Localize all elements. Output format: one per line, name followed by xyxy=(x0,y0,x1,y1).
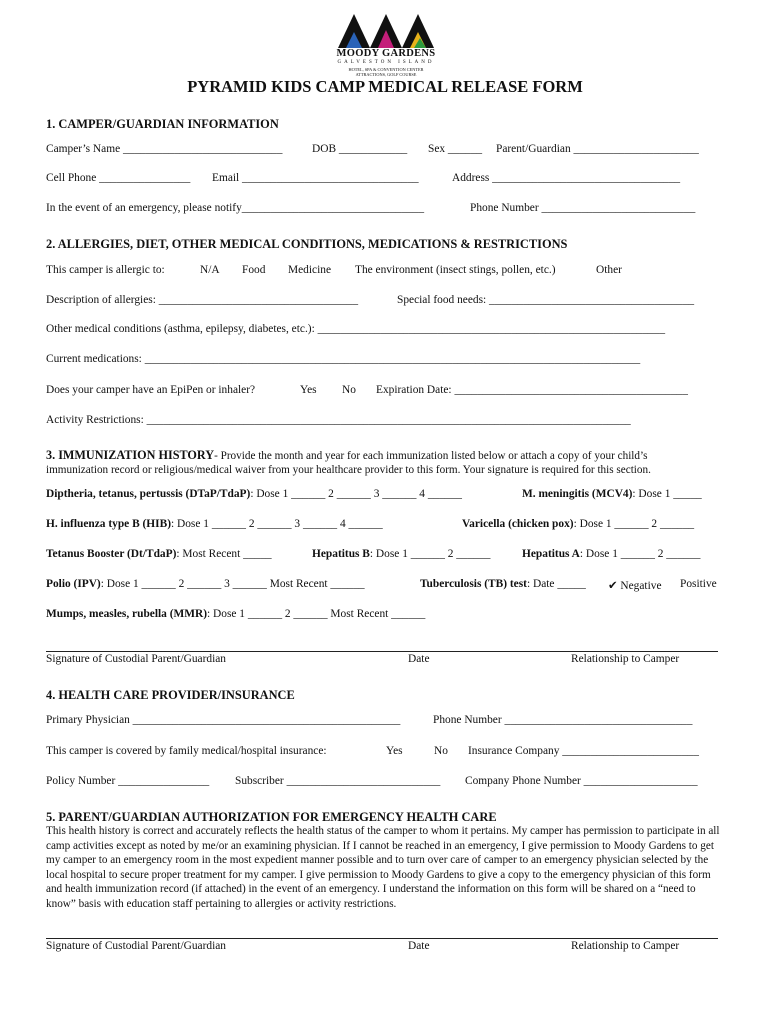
page-title: PYRAMID KIDS CAMP MEDICAL RELEASE FORM xyxy=(187,77,583,96)
section5-heading: 5. PARENT/GUARDIAN AUTHORIZATION FOR EMERGENCY HEALTH CARE xyxy=(46,810,497,824)
varicella-label: Varicella (chicken pox) xyxy=(462,518,574,530)
allergy-option-environment[interactable]: The environment (insect stings, pollen, etc.) xyxy=(355,264,556,276)
epipen-yes-option[interactable]: Yes xyxy=(300,384,317,396)
tb-test-date: : Date _____ xyxy=(526,578,586,590)
section3-intro-line1: - Provide the month and year for each immunization listed below or attach a copy of your child’s xyxy=(214,450,648,462)
hib-doses: : Dose 1 ______ 2 ______ 3 ______ 4 ______ xyxy=(171,518,383,530)
allergy-option-medicine[interactable]: Medicine xyxy=(288,264,332,276)
allergy-description-field[interactable]: Description of allergies: ___________________________________ xyxy=(46,294,359,306)
polio-label: Polio (IPV) xyxy=(46,578,101,590)
section5-signature-label: Signature of Custodial Parent/Guardian xyxy=(46,940,226,952)
section5-signature-line[interactable] xyxy=(46,938,718,939)
tb-negative-option[interactable]: ✔ Negative xyxy=(608,580,662,592)
insurance-yes-option[interactable]: Yes xyxy=(386,745,403,757)
mmr-doses: : Dose 1 ______ 2 ______ Most Recent ______ xyxy=(207,608,426,620)
section5-date-label: Date xyxy=(408,940,430,952)
insurance-company-field[interactable]: Insurance Company ________________________ xyxy=(468,745,699,757)
logo-tagline-1: HOTEL, SPA & CONVENTION CENTER xyxy=(348,67,424,72)
tetanus-doses: : Most Recent _____ xyxy=(176,548,272,560)
section2-heading: 2. ALLERGIES, DIET, OTHER MEDICAL CONDITIONS, MEDICATIONS & RESTRICTIONS xyxy=(46,237,568,251)
dob-field[interactable]: DOB ____________ xyxy=(312,143,408,155)
mmr-row[interactable] xyxy=(46,608,425,620)
company-phone-field[interactable]: Company Phone Number ____________________ xyxy=(465,775,698,787)
allergy-option-other[interactable]: Other xyxy=(596,264,622,276)
primary-physician-field[interactable]: Primary Physician _______________________________________________ xyxy=(46,714,401,726)
tb-positive-option[interactable]: Positive xyxy=(680,578,717,590)
section3-intro-line2: immunization record or religious/medical waiver from your healthcare provider to this form. Your signature is required for this section. xyxy=(46,464,651,476)
emergency-phone-field[interactable]: Phone Number ___________________________ xyxy=(470,202,696,214)
current-medications-field[interactable]: Current medications: _______________________________________________________________________________________ xyxy=(46,353,641,365)
mcv4-row[interactable] xyxy=(522,488,702,500)
other-conditions-field[interactable]: Other medical conditions (asthma, epilepsy, diabetes, etc.): _____________________________________________________________ xyxy=(46,323,666,335)
expiration-date-field[interactable]: Expiration Date: _________________________________________ xyxy=(376,384,688,396)
varicella-row[interactable] xyxy=(462,518,694,530)
dtap-label: Diptheria, tetanus, pertussis (DTaP/TdaP) xyxy=(46,488,251,500)
section3-date-label: Date xyxy=(408,653,430,665)
mcv4-label: M. meningitis (MCV4) xyxy=(522,488,633,500)
authorization-paragraph: This health history is correct and accurately reflects the health status of the camper to whom it pertains. My camper has permission to participate in all camp activities except as noted by me/or an examining physician. If I cannot be reached in an emergency, I give permission to Moody Gardens to get my camper to an emergency room in the most expedient manner possible and to turn over care of camper to an emergency physician selected by the local hospital to secure proper treatment for my camper. I give permission to Moody Gardens to give a copy to the emergency physician of this form and health immunization record (if attached) in the event of an emergency. I understand the information on this form will be shared on a “need to know” basis with education staff pertaining to allergies or activity restrictions. xyxy=(46,825,720,910)
mcv4-doses: : Dose 1 _____ xyxy=(632,488,702,500)
email-field[interactable]: Email _______________________________ xyxy=(212,172,419,184)
section3-heading: 3. IMMUNIZATION HISTORY xyxy=(46,448,215,462)
section4-heading: 4. HEALTH CARE PROVIDER/INSURANCE xyxy=(46,688,295,702)
insurance-no-option[interactable]: No xyxy=(434,745,448,757)
logo-location: GALVESTON ISLAND xyxy=(337,60,435,65)
campers-name-field[interactable]: Camper’s Name ____________________________ xyxy=(46,143,283,155)
tb-test-label: Tuberculosis (TB) test xyxy=(420,578,527,590)
emergency-notify-field[interactable]: In the event of an emergency, please notify________________________________ xyxy=(46,202,425,214)
tetanus-label: Tetanus Booster (Dt/TdaP) xyxy=(46,548,177,560)
hepatitus-b-doses: : Dose 1 ______ 2 ______ xyxy=(369,548,491,560)
polio-doses: : Dose 1 ______ 2 ______ 3 ______ Most Recent ______ xyxy=(100,578,365,590)
hepatitus-b-row[interactable] xyxy=(312,548,490,560)
hepatitus-a-label: Hepatitus A xyxy=(522,548,580,560)
section3-signature-label: Signature of Custodial Parent/Guardian xyxy=(46,653,226,665)
section1-heading: 1. CAMPER/GUARDIAN INFORMATION xyxy=(46,117,279,131)
dtap-doses: : Dose 1 ______ 2 ______ 3 ______ 4 ______ xyxy=(250,488,462,500)
allergy-option-na[interactable]: N/A xyxy=(200,264,220,276)
hepatitus-a-row[interactable] xyxy=(522,548,700,560)
activity-restrictions-field[interactable]: Activity Restrictions: _____________________________________________________________________________________ xyxy=(46,414,631,426)
hib-label: H. influenza type B (HIB) xyxy=(46,518,171,530)
section3-signature-line[interactable] xyxy=(46,651,718,652)
tetanus-row[interactable] xyxy=(46,548,272,560)
parent-guardian-field[interactable]: Parent/Guardian ______________________ xyxy=(496,143,699,155)
allergy-option-food[interactable]: Food xyxy=(242,264,266,276)
epipen-no-option[interactable]: No xyxy=(342,384,356,396)
section3-intro xyxy=(46,448,647,463)
section5-relationship-label: Relationship to Camper xyxy=(571,940,680,952)
address-field[interactable]: Address _________________________________ xyxy=(452,172,681,184)
physician-phone-field[interactable]: Phone Number _________________________________ xyxy=(433,714,693,726)
allergic-label: This camper is allergic to: xyxy=(46,264,165,276)
sex-field[interactable]: Sex ______ xyxy=(428,143,483,155)
cell-phone-field[interactable]: Cell Phone ________________ xyxy=(46,172,191,184)
varicella-doses: : Dose 1 ______ 2 ______ xyxy=(573,518,695,530)
logo-tagline-2: ATTRACTIONS, GOLF COURSE xyxy=(355,72,417,77)
dtap-row[interactable] xyxy=(46,488,462,500)
logo-name: MOODY GARDENS xyxy=(336,48,436,59)
policy-number-field[interactable]: Policy Number ________________ xyxy=(46,775,210,787)
pyramids-logo-icon xyxy=(334,10,438,50)
moody-gardens-logo xyxy=(334,10,438,76)
subscriber-field[interactable]: Subscriber ___________________________ xyxy=(235,775,441,787)
mmr-label: Mumps, measles, rubella (MMR) xyxy=(46,608,208,620)
hepatitus-b-label: Hepatitus B xyxy=(312,548,370,560)
polio-row[interactable] xyxy=(46,578,365,590)
insurance-question: This camper is covered by family medical/hospital insurance: xyxy=(46,745,327,757)
hib-row[interactable] xyxy=(46,518,383,530)
section3-relationship-label: Relationship to Camper xyxy=(571,653,680,665)
hepatitus-a-doses: : Dose 1 ______ 2 ______ xyxy=(579,548,701,560)
tb-test-row[interactable] xyxy=(420,578,586,590)
epipen-question: Does your camper have an EpiPen or inhaler? xyxy=(46,384,256,396)
special-food-field[interactable]: Special food needs: ____________________________________ xyxy=(397,294,695,306)
